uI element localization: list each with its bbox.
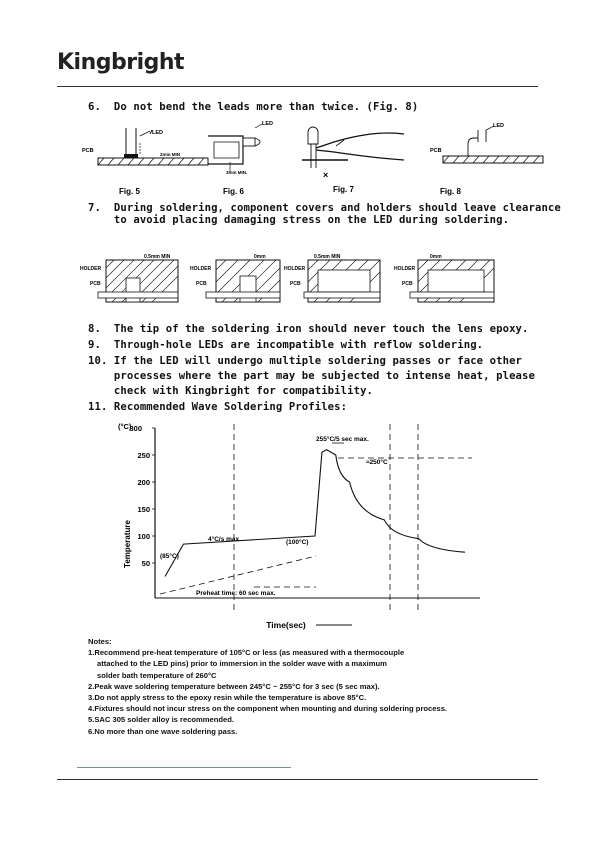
approx-250-annotation: ≈250°C	[366, 459, 388, 466]
fig8-drawing	[430, 123, 543, 163]
y-tick-label: 300	[129, 424, 142, 433]
footer-link-line	[77, 767, 291, 768]
fig6-drawing	[208, 121, 273, 175]
item-8: 8. The tip of the soldering iron should never touch the lens epoxy.	[88, 323, 529, 335]
y-tick-label: 250	[137, 451, 150, 460]
pcb-d-label: PCB	[402, 281, 413, 287]
zero-mm-label: 0mm	[254, 254, 266, 260]
header-rule	[57, 86, 538, 87]
clear-c-label: 0.5mm MIN	[314, 254, 341, 260]
holder-fig-c	[284, 254, 380, 302]
item-9: 9. Through-hole LEDs are incompatible with reflow soldering.	[88, 339, 484, 351]
pcb-c-label: PCB	[290, 281, 301, 287]
pcb-a-label: PCB	[90, 281, 101, 287]
lead-bending-figures	[80, 116, 550, 198]
holder-c-label: HOLDER	[284, 266, 306, 272]
note-2: 2.Peak wave soldering temperature between 245°C ~ 255°C for 3 sec (5 sec max).	[88, 681, 380, 691]
zero-mm-b-label: 0mm	[430, 254, 442, 260]
holder-fig-b	[190, 254, 280, 302]
wave-soldering-profile-chart	[110, 416, 490, 634]
preheat-dashed-line	[160, 556, 316, 594]
note-1c: solder bath temperature of 260°C	[97, 670, 217, 680]
fig5-caption: Fig. 5	[119, 187, 140, 196]
peak-annotation: 255°C/5 sec max.	[316, 436, 369, 443]
note-1a: 1.Recommend pre-heat temperature of 105°C or less (as measured with a thermocouple	[88, 648, 405, 658]
y-axis-label: Temperature	[123, 520, 132, 568]
holder-fig-a	[80, 254, 178, 302]
item-10-line3: check with Kingbright for compatibility.	[88, 385, 374, 397]
y-tick-labels	[129, 424, 155, 568]
holder-fig-d	[394, 254, 494, 302]
fig7-cross-mark: ×	[323, 170, 329, 180]
t85-annotation: (85°C)	[160, 553, 179, 560]
fig5-led-label: LED	[152, 130, 163, 136]
fig6-caption: Fig. 6	[223, 187, 244, 196]
x-axis-label: Time(sec)	[266, 620, 306, 630]
note-4: 4.Fixtures should not incur stress on the component when mounting and during soldering process.	[88, 704, 448, 714]
fig7-caption: Fig. 7	[333, 185, 354, 194]
item-6: 6. Do not bend the leads more than twice. (Fig. 8)	[88, 101, 419, 113]
fig8-caption: Fig. 8	[440, 187, 461, 196]
holder-clearance-figures	[78, 230, 508, 318]
y-tick-label: 150	[137, 505, 150, 514]
t100-annotation: (100°C)	[286, 539, 309, 546]
fig8-pcb-label: PCB	[430, 148, 442, 154]
item-11: 11. Recommended Wave Soldering Profiles:	[88, 401, 348, 413]
notes-section	[88, 636, 447, 737]
holder-a-label: HOLDER	[80, 266, 102, 272]
preheat-annotation: Preheat time: 60 sec max.	[196, 590, 276, 597]
fig5-drawing	[82, 128, 208, 165]
ramp-annotation: 4°C/s max	[208, 536, 240, 543]
item-10-line1: 10. If the LED will undergo multiple soldering passes or face other	[88, 355, 523, 367]
fig6-led-label: LED	[262, 121, 273, 127]
kingbright-logo: Kingbright	[57, 50, 185, 75]
fig8-led-label: LED	[493, 123, 504, 129]
fig5-2mm-label: 2mm MIN	[160, 152, 181, 157]
note-1b: attached to the LED pins) prior to immersion in the solder wave with a maximum	[97, 659, 387, 669]
y-tick-label: 200	[137, 478, 150, 487]
pcb-b-label: PCB	[196, 281, 207, 287]
y-unit-label: (°C)	[118, 422, 132, 431]
y-tick-label: 100	[137, 532, 150, 541]
y-tick-label: 50	[141, 559, 150, 568]
item-7-line2: to avoid placing damaging stress on the LED during soldering.	[88, 214, 510, 226]
holder-b-label: HOLDER	[190, 266, 212, 272]
note-5: 5.SAC 305 solder alloy is recommended.	[88, 715, 235, 725]
item-7-line1: 7. During soldering, component covers and holders should leave clearance	[88, 202, 561, 214]
holder-d-label: HOLDER	[394, 266, 416, 272]
clear-a-label: 0.5mm MIN	[144, 254, 171, 260]
temperature-profile-curve	[165, 450, 465, 577]
fig5-pcb-label: PCB	[82, 148, 94, 154]
note-6: 6.No more than one wave soldering pass.	[88, 726, 238, 736]
fig7-drawing	[302, 127, 404, 180]
item-10-line2: processes where the part may be subjected to intense heat, please	[88, 370, 535, 382]
notes-heading: Notes:	[88, 637, 112, 646]
footer-rule	[57, 779, 538, 780]
fig6-3mm-label: 3mm MIN.	[226, 170, 248, 175]
note-3: 3.Do not apply stress to the epoxy resin while the temperature is above 85°C.	[88, 693, 367, 703]
